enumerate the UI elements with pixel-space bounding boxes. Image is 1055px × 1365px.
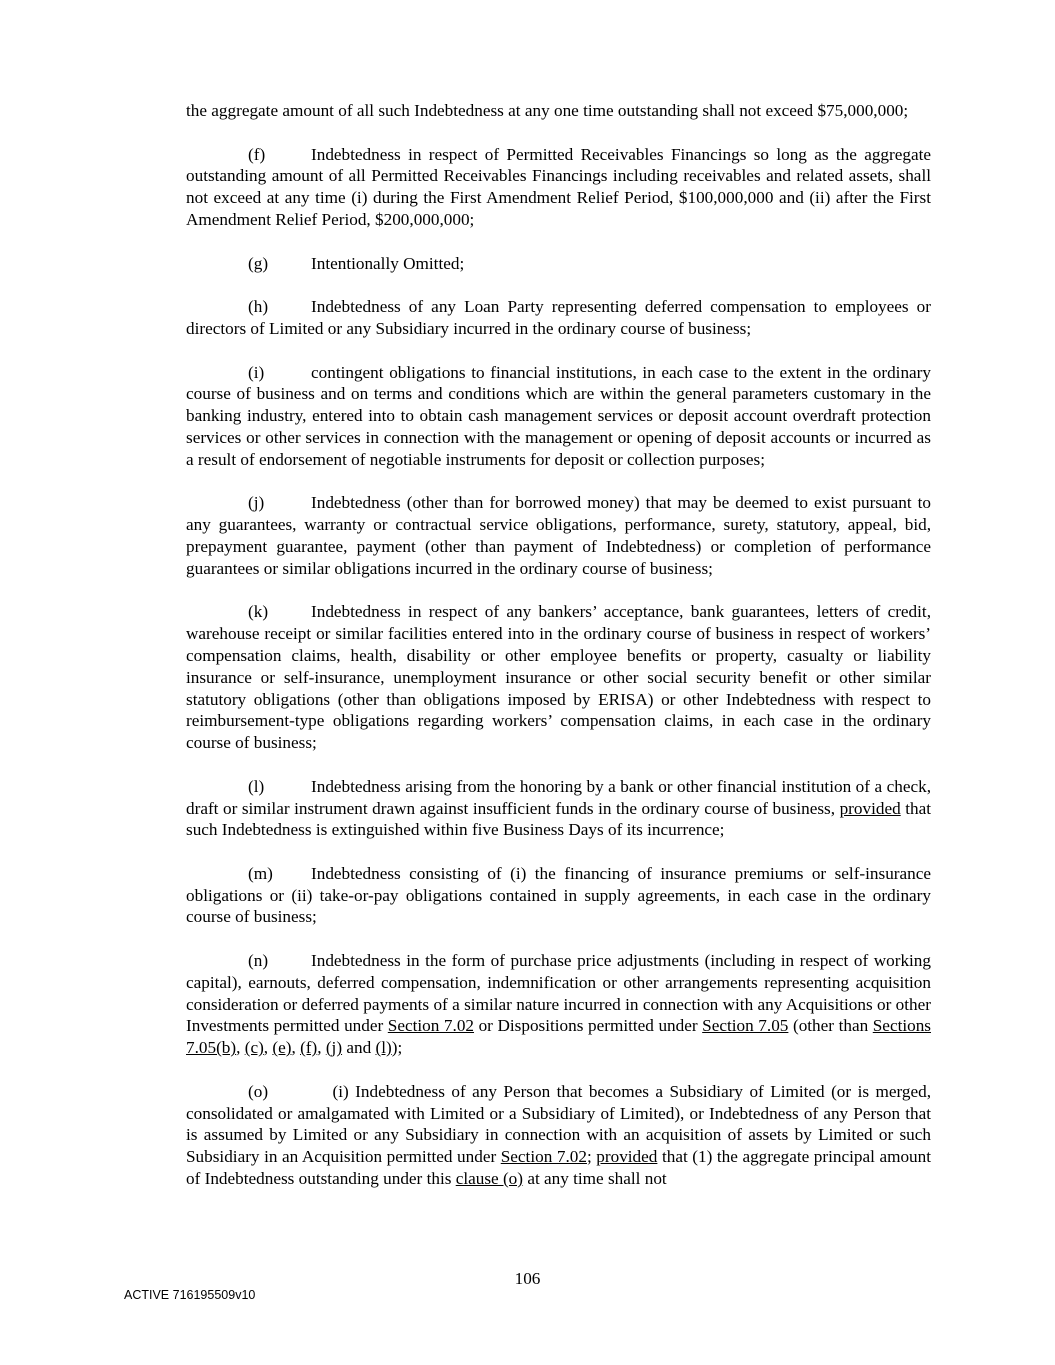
cross-reference: (f)	[300, 1038, 318, 1058]
clause-label: (n)	[248, 951, 269, 971]
clause-paragraph	[186, 776, 931, 841]
cross-reference: Section 7.05	[702, 1016, 789, 1036]
clause-label: (o)	[248, 1081, 269, 1101]
clause-paragraph	[186, 863, 931, 928]
clause-text: and	[342, 1038, 376, 1058]
clause-text: (other than	[788, 1016, 873, 1036]
cross-reference: provided	[596, 1147, 658, 1167]
continuation-paragraph	[186, 100, 931, 122]
cross-reference: clause (o)	[455, 1169, 524, 1189]
clause-text: that (1) the aggregate principal amount of Indebtedness outstanding under this	[186, 1147, 932, 1189]
clause-text: Indebtedness consisting of (i) the financing of insurance premiums or self-insurance obligations or (ii) take-or-pay obligations contained in supply agreements, in each case in the ordinary course of business;	[186, 863, 931, 927]
clause-label: (j)	[248, 493, 265, 513]
clause-label: (m)	[248, 863, 273, 883]
clause-paragraph	[186, 362, 931, 471]
clause-text: ,	[317, 1038, 326, 1058]
page-number: 106	[514, 1269, 541, 1288]
clause-text: );	[391, 1038, 403, 1058]
clause-text: contingent obligations to financial institutions, in each case to the extent in the ordinary course of business and on terms and conditions which are within the general parameters customary in the banking industry, entered into to obtain cash management services or deposit account overdraft protection services or other services in connection with the management or opening of deposit accounts or incurred as a result of endorsement of negotiable instruments for deposit or collection purposes;	[186, 362, 931, 469]
clause-label: (h)	[248, 297, 269, 317]
clause-label: (f)	[248, 144, 266, 164]
clause-text: Indebtedness in respect of Permitted Receivables Financings so long as the aggregate outstanding amount of all Permitted Receivables Financings including receivables and related assets, shall not exceed at any time (i) during the First Amendment Relief Period, $100,000,000 and (ii) after the First Amendment Relief Period, $200,000,000;	[186, 144, 931, 229]
cross-reference: (e)	[272, 1038, 292, 1058]
clause-text: (i) Indebtedness of any Person that becomes a Subsidiary of Limited (or is merged, consolidated or amalgamated with Limited or a Subsidiary of Limited), or Indebtedness of any Person that is assumed by Limited or any Subsidiary in connection with an acquisition of assets by Limited or such Subsidiary in an Acquisition permitted under	[186, 1081, 932, 1167]
document-id: ACTIVE 716195509v10	[124, 1288, 256, 1302]
clause-text: Indebtedness in the form of purchase price adjustments (including in respect of working capital), earnouts, deferred compensation, indemnification or other arrangements representing acquisition consideration or deferred payments of a similar nature incurred in connection with any Acquisitions or other Investments permitted under	[186, 951, 931, 1036]
clause-text: ;	[586, 1147, 597, 1167]
cross-reference: Sections 7.05(b)	[186, 1016, 931, 1058]
clause-text: Indebtedness arising from the honoring by a bank or other financial institution of a check, draft or similar instrument drawn against insufficient funds in the ordinary course of business,	[186, 776, 931, 818]
cross-reference: (l)	[375, 1038, 392, 1058]
clause-paragraph	[186, 492, 931, 579]
cross-reference: (c)	[244, 1038, 264, 1058]
clause-text: Indebtedness (other than for borrowed money) that may be deemed to exist pursuant to any guarantees, warranty or contractual service obligations, performance, surety, statutory, appeal, bid, prepayment guarantee, payment (other than payment of Indebtedness) or completion of performance guarantees or similar obligations incurred in the ordinary course of business;	[186, 493, 931, 578]
clause-text: ,	[263, 1038, 273, 1058]
page-body	[186, 100, 931, 1212]
cross-reference: Section 7.02	[387, 1016, 475, 1036]
clause-paragraph	[186, 601, 931, 754]
clause-label: (g)	[248, 253, 269, 273]
cross-reference: Section 7.02	[500, 1147, 587, 1167]
clause-text: that such Indebtedness is extinguished within five Business Days of its incurrence;	[186, 798, 931, 840]
clause-paragraph	[186, 950, 931, 1059]
clause-paragraph	[186, 1081, 931, 1190]
clause-text: Intentionally Omitted;	[311, 253, 465, 273]
clause-label: (i)	[248, 362, 265, 382]
clause-text: ,	[291, 1038, 301, 1058]
clause-label: (l)	[248, 776, 265, 796]
clause-text: Indebtedness of any Loan Party representing deferred compensation to employees or directors of Limited or any Subsidiary incurred in the ordinary course of business;	[186, 297, 931, 338]
clause-text: at any time shall not	[523, 1169, 667, 1189]
clause-text: Indebtedness in respect of any bankers’ acceptance, bank guarantees, letters of credit, warehouse receipt or similar facilities entered into in the ordinary course of business in respect of workers’ compensation claims, health, disability or other employee benefits or property, casualty or liability insurance or self-insurance, unemployment insurance or other social security benefit or other similar statutory obligations (other than obligations imposed by ERISA) or other Indebtedness with respect to reimbursement-type obligations regarding workers’ compensation claims, in each case in the ordinary course of business;	[186, 602, 931, 753]
clause-text: the aggregate amount of all such Indebtedness at any one time outstanding shall not exceed $75,000,000;	[186, 101, 909, 120]
clause-text: or Dispositions permitted under	[474, 1016, 703, 1036]
clause-label: (k)	[248, 602, 269, 622]
clause-text: ,	[236, 1038, 245, 1058]
clause-paragraph	[186, 296, 931, 340]
clause-paragraph	[186, 253, 931, 275]
cross-reference: provided	[839, 798, 901, 818]
clause-paragraph	[186, 144, 931, 231]
cross-reference: (j)	[325, 1038, 343, 1058]
